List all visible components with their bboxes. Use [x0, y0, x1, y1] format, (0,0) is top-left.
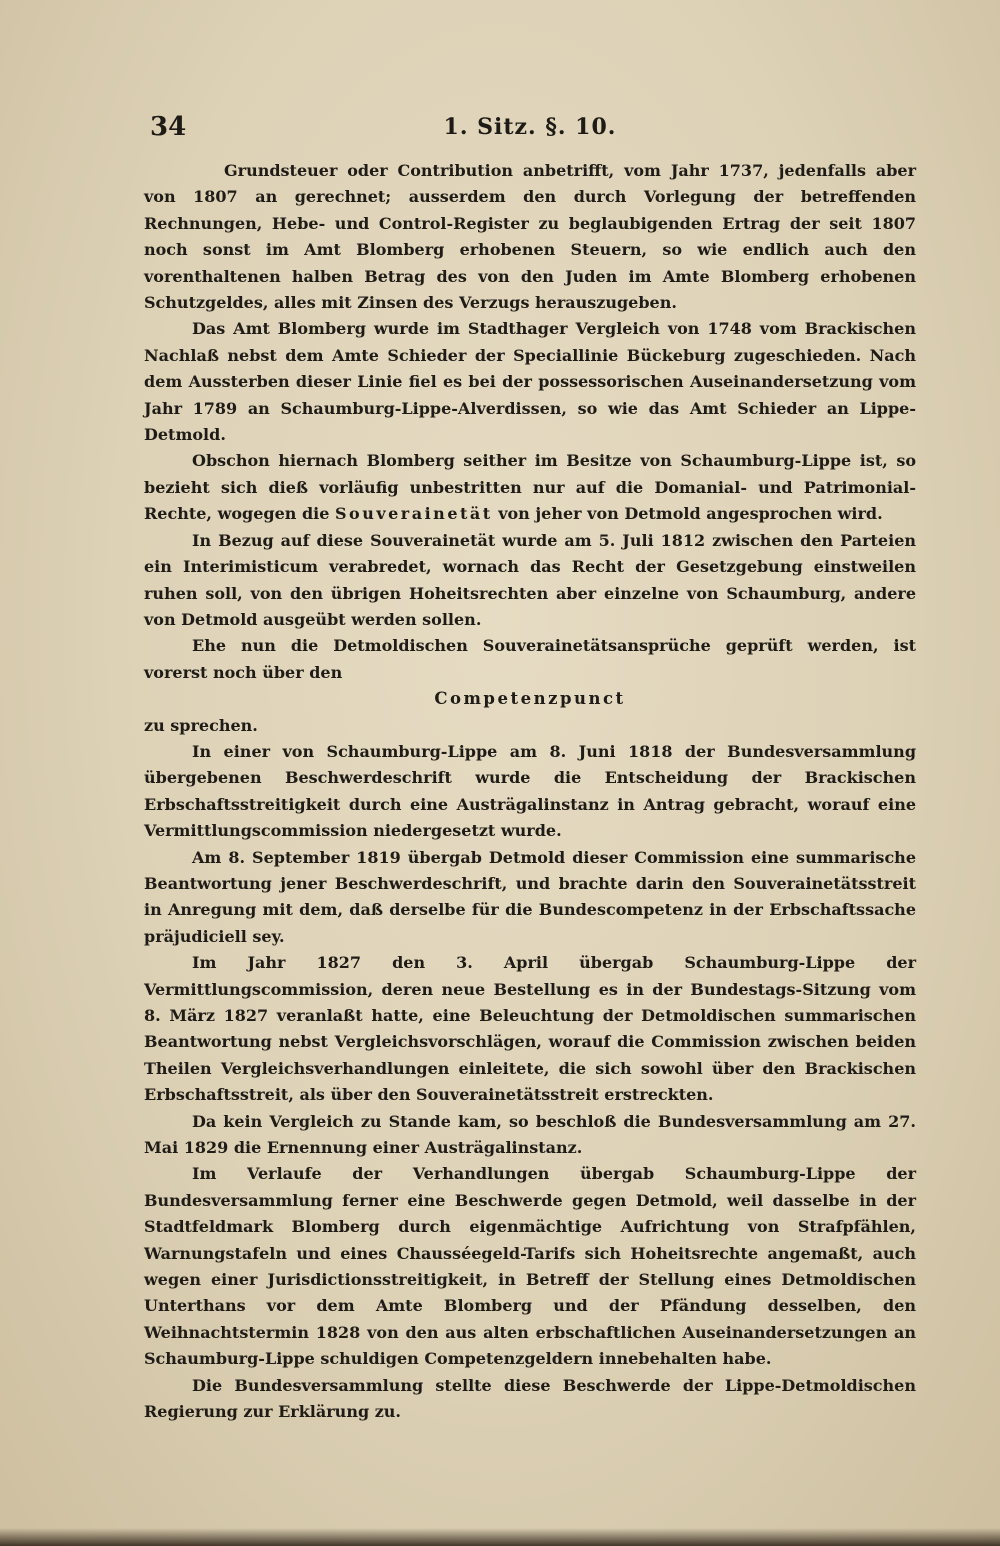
page-number: 34: [150, 112, 187, 142]
souverainetaet-spaced-term: Souverainetät: [334, 504, 493, 524]
paragraph-2: Das Amt Blomberg wurde im Stadthager Vergleich von 1748 vom Brackischen Nachlaß nebst dem Amte Schieder der Speciallinie Bückeburg zugeschieden. Nach dem Aussterben dieser Linie fiel es bei der possessorischen Auseinandersetzung vom Jahr 1789 an Schaumburg-Lippe-Alverdissen, so wie das Amt Schieder an Lippe-Detmold.: [144, 319, 916, 445]
page-header: [150, 112, 910, 152]
paragraph-5: Ehe nun die Detmoldischen Souverainetätsansprüche geprüft werden, ist vorerst noch über den: [144, 636, 916, 682]
paragraph-11: Im Verlaufe der Verhandlungen übergab Schaumburg-Lippe der Bundesversammlung ferner eine Beschwerde gegen Detmold, weil dasselbe in der Stadtfeldmark Blomberg durch eigenmächtige Aufrichtung von Strafpfählen, Warnungstafeln und eines Chausséegeld-Tarifs sich Hoheitsrechte angemaßt, auch wegen einer Jurisdictionsstreitigkeit, in Betreff der Stellung eines Detmoldischen Unterthans vor dem Amte Blomberg und der Pfändung desselben, den Weihnachtstermin 1828 von den aus alten erbschaftlichen Auseinandersetzungen an Schaumburg-Lippe schuldigen Competenzgeldern innebehalten habe.: [144, 1164, 916, 1369]
paragraph-3-part-2: von jeher von Detmold angesprochen wird.: [492, 504, 883, 524]
paragraph-8: Am 8. September 1819 übergab Detmold dieser Commission eine summarische Beantwortung jener Beschwerdeschrift, und brachte darin den Souverainetätsstreit in Anregung mit dem, daß derselbe für die Bundescompetenz in der Erbschaftssache präjudiciell sey.: [144, 847, 916, 946]
paragraph-6: zu sprechen.: [144, 715, 258, 735]
paragraph-9: Im Jahr 1827 den 3. April übergab Schaumburg-Lippe der Vermittlungscommission, deren neue Bestellung es in der Bundestags-Sitzung vom 8. März 1827 veranlaßt hatte, eine Beleuchtung der Detmoldischen summarischen Beantwortung nebst Vergleichsvorschlägen, worauf die Commission zwischen beiden Theilen Vergleichsverhandlungen einleitete, die sich sowohl über den Brackischen Erbschaftsstreit, als über den Souverainetätsstreit erstreckten.: [144, 953, 916, 1105]
paragraph-7: In einer von Schaumburg-Lippe am 8. Juni 1818 der Bundesversammlung übergebenen Beschwerdeschrift wurde die Entscheidung der Brackischen Erbschaftsstreitigkeit durch eine Austrägalinstanz in Antrag gebracht, worauf eine Vermittlungscommission niedergesetzt wurde.: [144, 741, 916, 841]
paragraph-1: Grundsteuer oder Contribution anbetrifft, vom Jahr 1737, jedenfalls aber von 1807 an gerechnet; ausserdem den durch Vorlegung der betreffenden Rechnungen, Hebe- und Control-Register zu beglaubigenden Ertrag der seit 1807 noch sonst im Amt Blomberg erhobenen Steuern, so wie endlich auch den vorenthaltenen halben Betrag des von den Juden im Amte Blomberg erhobenen Schutzgeldes, alles mit Zinsen des Verzugs herauszugeben.: [144, 161, 916, 313]
section-heading: Competenzpunct: [434, 689, 626, 709]
running-head: 1. Sitz. §. 10.: [443, 114, 617, 140]
paragraph-4: In Bezug auf diese Souverainetät wurde am 5. Juli 1812 zwischen den Parteien ein Interimisticum verabredet, wornach das Recht der Gesetzgebung einstweilen ruhen soll, von den übrigen Hoheitsrechten aber einzelne von Schaumburg, andere von Detmold ausgeübt werden sollen.: [144, 530, 916, 629]
paragraph-12: Die Bundesversammlung stellte diese Beschwerde der Lippe-Detmoldischen Regierung zur Erklärung zu.: [144, 1375, 916, 1422]
paragraph-3-part-1: Obschon hiernach Blomberg seither im Besitze von Schaumburg-Lippe ist, so bezieht sich dieß vorläufig unbestritten nur auf die Domanial- und Patrimonial-Rechte, wogegen die: [144, 451, 916, 524]
paragraph-3: [144, 448, 916, 527]
body-text: [144, 158, 916, 1426]
paragraph-10: Da kein Vergleich zu Stande kam, so beschloß die Bundesversammlung am 27. Mai 1829 die Ernennung einer Austrägalinstanz.: [144, 1111, 916, 1158]
